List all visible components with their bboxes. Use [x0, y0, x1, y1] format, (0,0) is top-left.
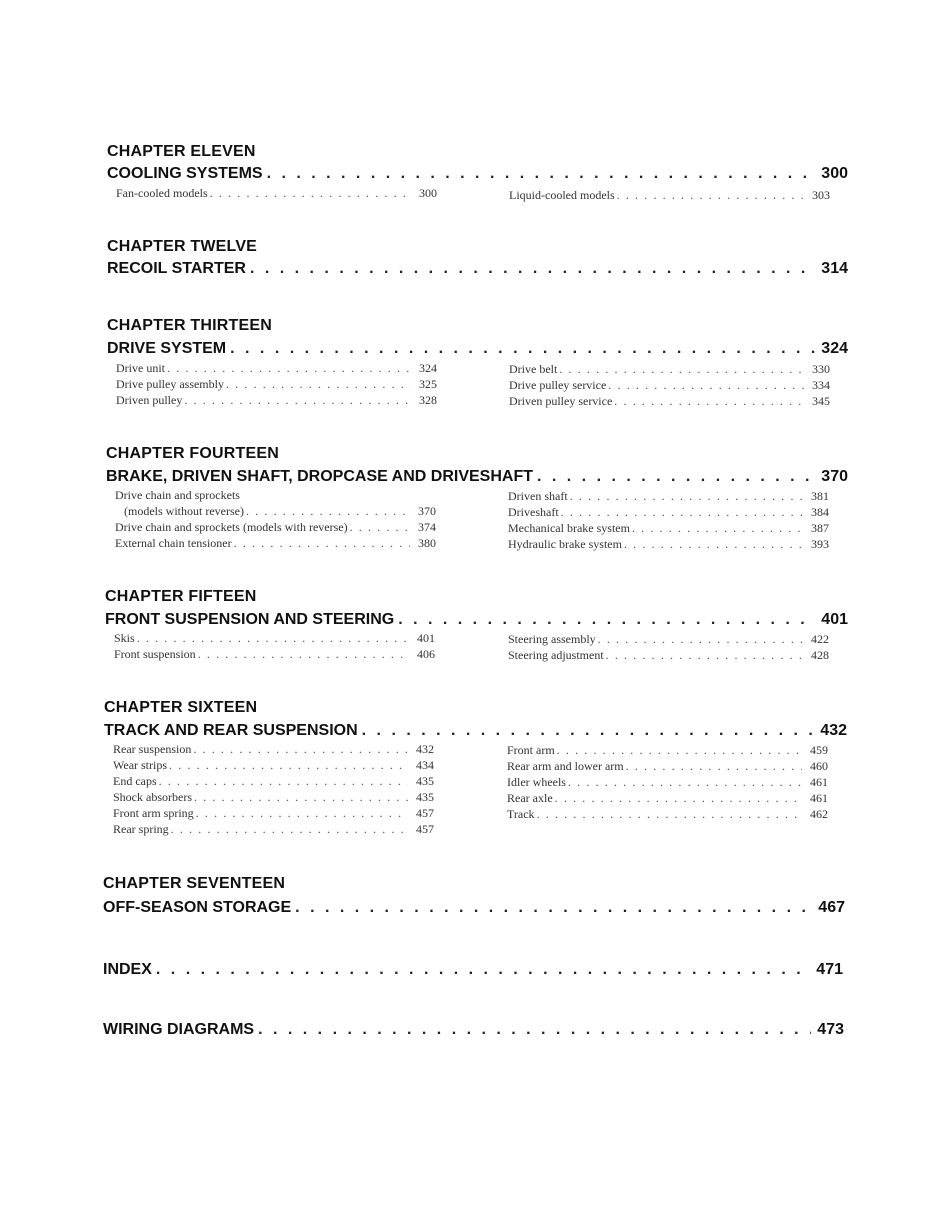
section-list-right [508, 488, 829, 552]
index-title: INDEX [103, 961, 152, 978]
dot-leader [555, 790, 802, 806]
toc-entry[interactable] [509, 361, 830, 377]
entry-title: Drive pulley service [509, 378, 607, 392]
entry-title: (models without reverse) [124, 504, 244, 518]
dot-leader [169, 757, 408, 773]
toc-entry[interactable] [508, 488, 829, 504]
entry-page: 384 [811, 505, 829, 519]
dot-leader [614, 393, 804, 409]
dot-leader [632, 520, 803, 536]
entry-title: Driven shaft [508, 489, 568, 503]
toc-entry[interactable] [508, 504, 829, 520]
chapter-label: CHAPTER ELEVEN [107, 143, 256, 160]
section-list-right [507, 742, 828, 822]
chapter-label: CHAPTER THIRTEEN [107, 317, 272, 334]
toc-entry[interactable] [509, 393, 830, 409]
toc-entry[interactable] [509, 377, 830, 393]
dot-leader [226, 376, 411, 392]
dot-leader [167, 360, 411, 376]
section-list-left [113, 741, 434, 837]
section-list-left [115, 487, 436, 551]
toc-entry[interactable] [115, 503, 436, 519]
dot-leader [295, 899, 812, 917]
entry-page: 422 [811, 632, 829, 646]
section-list-left [116, 185, 437, 201]
entry-page: 457 [416, 806, 434, 820]
dot-leader [230, 340, 815, 358]
dot-leader [267, 165, 816, 183]
dot-leader [608, 377, 804, 393]
chapter-label: CHAPTER SIXTEEN [104, 699, 258, 716]
entry-page: 435 [416, 790, 434, 804]
entry-page: 462 [810, 807, 828, 821]
entry-page: 457 [416, 822, 434, 836]
dot-leader [537, 806, 802, 822]
toc-entry[interactable] [116, 392, 437, 408]
entry-page: 387 [811, 521, 829, 535]
entry-page: 370 [418, 504, 436, 518]
entry-page: 300 [419, 186, 437, 200]
chapter-title: FRONT SUSPENSION AND STEERING [105, 611, 395, 628]
entry-page: 461 [810, 775, 828, 789]
section-list-right [508, 631, 829, 663]
chapter-title-row[interactable] [107, 260, 848, 278]
toc-entry[interactable] [113, 805, 434, 821]
entry-page: 461 [810, 791, 828, 805]
index-page: 471 [816, 961, 843, 978]
toc-entry[interactable] [507, 758, 828, 774]
chapter-label: CHAPTER SEVENTEEN [103, 875, 286, 892]
entry-page: 460 [810, 759, 828, 773]
dot-leader [626, 758, 802, 774]
entry-title: Liquid-cooled models [509, 188, 615, 202]
entry-page: 380 [418, 536, 436, 550]
entry-page: 345 [812, 394, 830, 408]
toc-entry[interactable] [507, 742, 828, 758]
entry-title: Drive pulley assembly [116, 377, 224, 391]
entry-title: Rear spring [113, 822, 169, 836]
chapter-title-row[interactable] [103, 899, 845, 917]
entry-title: Driveshaft [508, 505, 559, 519]
toc-entry[interactable] [116, 376, 437, 392]
entry-title: Drive belt [509, 362, 558, 376]
entry-title: Shock absorbers [113, 790, 192, 804]
dot-leader [246, 503, 410, 519]
toc-entry[interactable] [113, 757, 434, 773]
entry-title: Drive chain and sprockets [115, 488, 240, 502]
entry-title: Track [507, 807, 535, 821]
toc-entry[interactable] [114, 630, 435, 646]
dot-leader [350, 519, 410, 535]
entry-title: Wear strips [113, 758, 168, 772]
dot-leader [568, 774, 802, 790]
dot-leader [194, 789, 408, 805]
toc-entry[interactable] [507, 806, 828, 822]
wiring-diagrams-row[interactable] [103, 1021, 844, 1039]
dot-leader [250, 260, 815, 278]
wiring-diagrams-title: WIRING DIAGRAMS [103, 1021, 255, 1038]
entry-page: 328 [419, 393, 437, 407]
dot-leader [258, 1021, 811, 1039]
dot-leader [156, 961, 810, 979]
dot-leader [210, 185, 411, 201]
toc-entry[interactable] [113, 773, 434, 789]
chapter-page: 370 [821, 468, 848, 485]
toc-entry[interactable] [508, 631, 829, 647]
chapter-title: COOLING SYSTEMS [107, 165, 263, 182]
dot-leader [624, 536, 803, 552]
entry-page: 406 [417, 647, 435, 661]
dot-leader [606, 647, 803, 663]
chapter-page: 324 [821, 340, 848, 357]
entry-title: External chain tensioner [115, 536, 232, 550]
dot-leader [559, 361, 804, 377]
toc-entry[interactable] [113, 821, 434, 837]
dot-leader [198, 646, 409, 662]
dot-leader [193, 741, 408, 757]
entry-page: 432 [416, 742, 434, 756]
dot-leader [398, 611, 815, 629]
chapter-title: OFF-SEASON STORAGE [103, 899, 292, 916]
toc-entry[interactable] [508, 647, 829, 663]
entry-title: Rear arm and lower arm [507, 759, 624, 773]
section-list-left [114, 630, 435, 662]
entry-page: 374 [418, 520, 436, 534]
entry-title: Front arm spring [113, 806, 194, 820]
dot-leader [537, 468, 815, 486]
entry-title: Drive unit [116, 361, 165, 375]
entry-title: Driven pulley service [509, 394, 613, 408]
dot-leader [196, 805, 408, 821]
chapter-title: TRACK AND REAR SUSPENSION [104, 722, 358, 739]
entry-page: 459 [810, 743, 828, 757]
entry-page: 381 [811, 489, 829, 503]
toc-entry[interactable] [507, 790, 828, 806]
entry-page: 434 [416, 758, 434, 772]
dot-leader [561, 504, 803, 520]
toc-entry[interactable] [114, 646, 435, 662]
entry-page: 330 [812, 362, 830, 376]
entry-title: Rear suspension [113, 742, 192, 756]
chapter-title-row[interactable] [104, 722, 847, 740]
entry-page: 324 [419, 361, 437, 375]
toc-entry[interactable] [508, 520, 829, 536]
section-list-left [116, 360, 437, 408]
entry-page: 401 [417, 631, 435, 645]
chapter-title: BRAKE, DRIVEN SHAFT, DROPCASE AND DRIVESHAFT [106, 468, 533, 485]
dot-leader [362, 722, 815, 740]
toc-entry[interactable] [115, 519, 436, 535]
entry-page: 325 [419, 377, 437, 391]
entry-page: 435 [416, 774, 434, 788]
chapter-title-row[interactable] [107, 165, 848, 183]
entry-title: Steering adjustment [508, 648, 604, 662]
chapter-label: CHAPTER TWELVE [107, 238, 258, 255]
chapter-label: CHAPTER FIFTEEN [105, 588, 257, 605]
chapter-page: 467 [818, 899, 845, 916]
index-row[interactable] [103, 961, 843, 979]
toc-entry[interactable] [507, 774, 828, 790]
chapter-title-row[interactable] [105, 611, 848, 629]
toc-entry[interactable] [113, 789, 434, 805]
entry-title: Rear axle [507, 791, 553, 805]
chapter-page: 300 [821, 165, 848, 182]
entry-title: Fan-cooled models [116, 186, 208, 200]
chapter-label: CHAPTER FOURTEEN [106, 445, 279, 462]
toc-entry[interactable] [116, 360, 437, 376]
dot-leader [570, 488, 803, 504]
entry-title: Mechanical brake system [508, 521, 630, 535]
toc-entry[interactable] [113, 741, 434, 757]
entry-title: Drive chain and sprockets (models with reverse) [115, 520, 348, 534]
dot-leader [184, 392, 411, 408]
entry-title: Steering assembly [508, 632, 596, 646]
chapter-page: 314 [821, 260, 848, 277]
entry-page: 303 [812, 188, 830, 202]
entry-page: 428 [811, 648, 829, 662]
chapter-page: 432 [820, 722, 847, 739]
toc-entry[interactable] [508, 536, 829, 552]
entry-title: Driven pulley [116, 393, 183, 407]
toc-entry[interactable] [509, 187, 830, 203]
dot-leader [617, 187, 804, 203]
entry-title: Front arm [507, 743, 555, 757]
chapter-title: DRIVE SYSTEM [107, 340, 227, 357]
chapter-title-row[interactable] [107, 340, 848, 358]
entry-page: 393 [811, 537, 829, 551]
entry-title: Hydraulic brake system [508, 537, 622, 551]
toc-entry[interactable] [115, 535, 436, 551]
dot-leader [137, 630, 409, 646]
dot-leader [234, 535, 410, 551]
entry-page: 334 [812, 378, 830, 392]
section-list-right [509, 187, 830, 203]
section-list-right [509, 361, 830, 409]
chapter-page: 401 [821, 611, 848, 628]
dot-leader [171, 821, 408, 837]
dot-leader [598, 631, 803, 647]
entry-title: Skis [114, 631, 135, 645]
entry-title: End caps [113, 774, 157, 788]
toc-entry[interactable] [116, 185, 437, 201]
dot-leader [159, 773, 408, 789]
entry-title: Front suspension [114, 647, 196, 661]
chapter-title: RECOIL STARTER [107, 260, 246, 277]
wiring-diagrams-page: 473 [817, 1021, 844, 1038]
toc-entry[interactable] [115, 487, 436, 503]
dot-leader [557, 742, 802, 758]
chapter-title-row[interactable] [106, 468, 848, 486]
entry-title: Idler wheels [507, 775, 566, 789]
